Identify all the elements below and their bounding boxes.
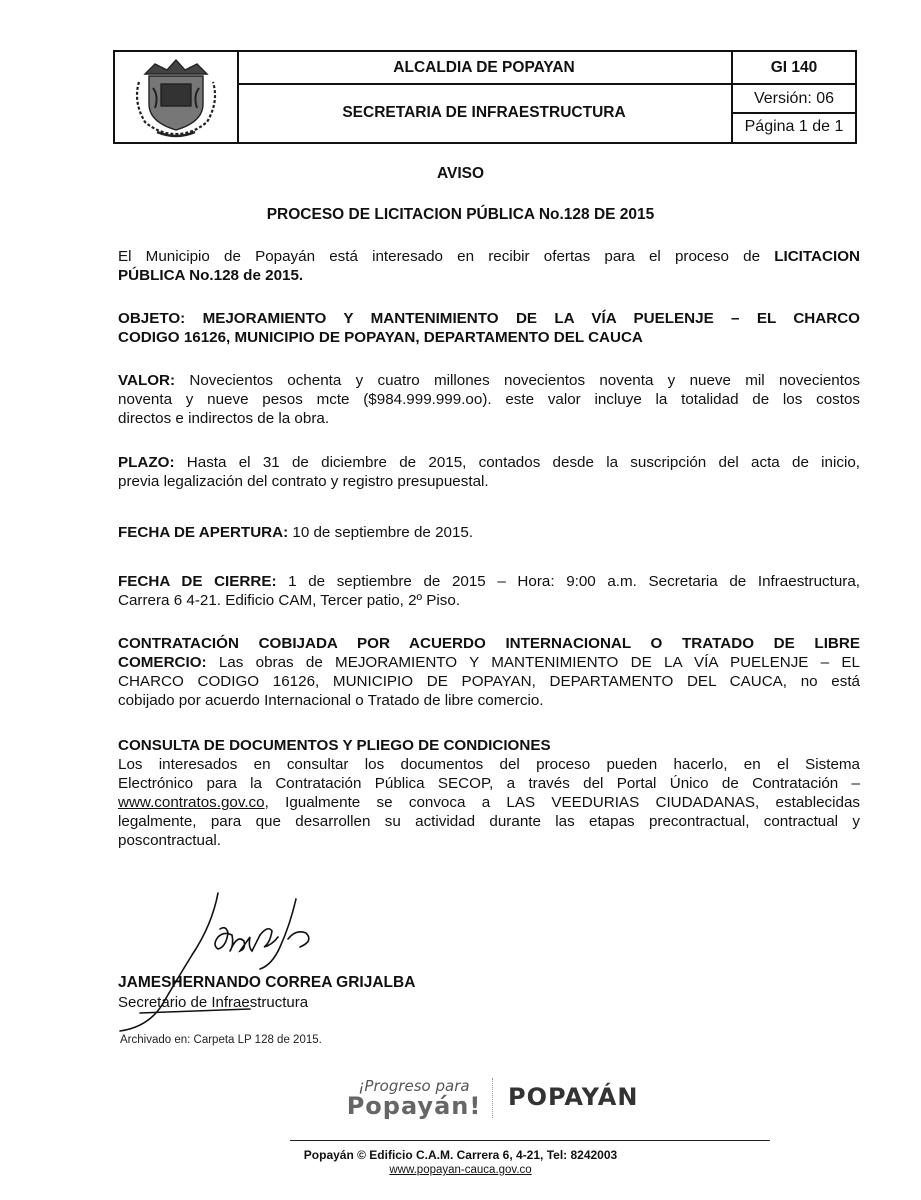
cierre-line-2: Carrera 6 4-21. Edificio CAM, Tercer patio, 2º Piso. <box>118 592 461 609</box>
slogan-line-1: ¡Progreso para <box>358 1077 470 1095</box>
valor-paragraph <box>118 371 860 428</box>
valor-text-1: Novecientos ochenta y cuatro millones novecientos noventa y nueve mil novecientos <box>175 372 860 389</box>
slogan-line-2: Popayán! <box>346 1092 482 1120</box>
document-version: Versión: 06 <box>753 90 835 107</box>
consulta-line-1: Los interesados en consultar los documentos del proceso pueden hacerlo, en el Sistema <box>118 756 860 773</box>
contratacion-paragraph <box>118 634 860 710</box>
cierre-line-1 <box>118 572 860 591</box>
intro-paragraph <box>118 247 860 285</box>
entity-name: ALCALDIA DE POPAYAN <box>393 59 575 76</box>
cierre-text-1: 1 de septiembre de 2015 – Hora: 9:00 a.m. Secretaria de Infraestructura, <box>276 573 860 590</box>
footer-website[interactable] <box>0 1164 921 1176</box>
archived-note: Archivado en: Carpeta LP 128 de 2015. <box>120 1034 322 1046</box>
contratacion-bold-2: COMERCIO: <box>118 654 207 671</box>
apertura-line <box>118 523 860 542</box>
plazo-line-2: previa legalización del contrato y registro presupuestal. <box>118 473 489 490</box>
footer-address: Popayán © Edificio C.A.M. Carrera 6, 4-21, Tel: 8242003 <box>303 1148 618 1162</box>
popayan-brand-logo: POPAYÁN <box>508 1083 639 1111</box>
objeto-line-1: OBJETO: MEJORAMIENTO Y MANTENIMIENTO DE LA VÍA PUELENJE – EL CHARCO <box>118 310 860 327</box>
objeto-paragraph <box>118 309 860 347</box>
department-name: SECRETARIA DE INFRAESTRUCTURA <box>342 104 626 121</box>
intro-line-1 <box>118 247 860 266</box>
contratacion-line-2 <box>118 653 860 672</box>
notice-subtitle: PROCESO DE LICITACION PÚBLICA No.128 DE 2015 <box>266 206 655 223</box>
document-code: GI 140 <box>770 59 818 76</box>
apertura-value: 10 de septiembre de 2015. <box>288 524 474 541</box>
contratos-link[interactable]: www.contratos.gov.co <box>118 794 265 811</box>
intro-text: El Municipio de Popayán está interesado en recibir ofertas para el proceso de <box>118 248 775 265</box>
page-number: Página 1 de 1 <box>744 118 844 135</box>
contratacion-line-1: CONTRATACIÓN COBIJADA POR ACUERDO INTERNACIONAL O TRATADO DE LIBRE <box>118 635 860 652</box>
plazo-paragraph <box>118 453 860 491</box>
coat-of-arms-logo <box>115 52 239 142</box>
signer-name: JAMESHERNANDO CORREA GRIJALBA <box>118 974 416 991</box>
plazo-line-1 <box>118 453 860 472</box>
cierre-paragraph <box>118 572 860 610</box>
consulta-line-3 <box>118 793 860 812</box>
objeto-line-2: CODIGO 16126, MUNICIPIO DE POPAYAN, DEPARTAMENTO DEL CAUCA <box>118 329 643 346</box>
brand-divider <box>492 1078 493 1118</box>
consulta-line-2: Electrónico para la Contratación Pública SECOP, a través del Portal Único de Contratación – <box>118 775 860 792</box>
contratacion-line-3: CHARCO CODIGO 16126, MUNICIPIO DE POPAYAN, DEPARTAMENTO DEL CAUCA, no está <box>118 673 860 690</box>
document-header-table <box>113 50 857 144</box>
consulta-line-5: poscontractual. <box>118 832 221 849</box>
consulta-heading: CONSULTA DE DOCUMENTOS Y PLIEGO DE CONDICIONES <box>118 737 551 754</box>
intro-bold-2: PÚBLICA No.128 de 2015. <box>118 267 304 284</box>
apertura-paragraph <box>118 523 860 542</box>
intro-line-2 <box>118 266 860 285</box>
notice-title: AVISO <box>436 165 485 182</box>
consulta-text-3: , Igualmente se convoca a LAS VEEDURIAS CIUDADANAS, establecidas <box>264 794 860 811</box>
consulta-line-4: legalmente, para que desarrollen su actividad durante las etapas precontractual, contractual y <box>118 813 860 830</box>
contratacion-text-2: Las obras de MEJORAMIENTO Y MANTENIMIENTO DE LA VÍA PUELENJE – EL <box>206 654 860 671</box>
handwritten-signature <box>100 885 340 1035</box>
valor-line-1 <box>118 371 860 390</box>
plazo-label: PLAZO: <box>118 454 175 471</box>
intro-bold-1: LICITACION <box>774 248 860 265</box>
cierre-label: FECHA DE CIERRE: <box>118 573 277 590</box>
footer-website-link[interactable]: www.popayan-cauca.gov.co <box>389 1164 532 1176</box>
plazo-text-1: Hasta el 31 de diciembre de 2015, contados desde la suscripción del acta de inicio, <box>174 454 860 471</box>
consulta-paragraph <box>118 736 860 850</box>
footer-divider <box>290 1140 770 1141</box>
apertura-label: FECHA DE APERTURA: <box>118 524 289 541</box>
valor-line-2: noventa y nueve pesos mcte ($984.999.999.oo). este valor incluye la totalidad de los costos <box>118 391 860 408</box>
valor-line-3: directos e indirectos de la obra. <box>118 410 330 427</box>
contratacion-line-4: cobijado por acuerdo Internacional o Tratado de libre comercio. <box>118 692 544 709</box>
slogan-logo <box>344 1078 484 1118</box>
valor-label: VALOR: <box>118 372 176 389</box>
signer-role: Secretario de Infraestructura <box>118 994 309 1011</box>
